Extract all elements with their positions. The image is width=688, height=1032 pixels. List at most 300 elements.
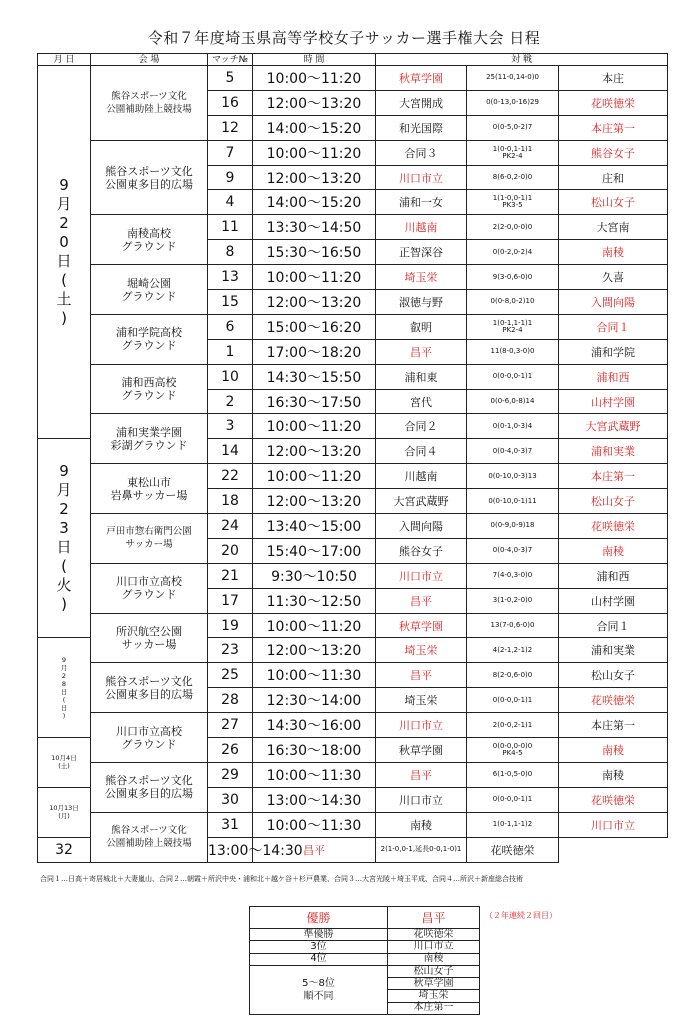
match-number: 18 [208, 489, 253, 514]
header-time: 時 間 [253, 54, 376, 66]
score-line: 3(1-0,2-0)0 [492, 596, 533, 605]
away-team: 浦和西 [559, 563, 668, 588]
away-team: 庄和 [559, 165, 668, 190]
match-number: 27 [208, 713, 253, 738]
date-char: 8 [61, 679, 67, 688]
date-char: 10月13日 [49, 804, 79, 813]
match-number: 17 [208, 588, 253, 613]
home-team: 叡明 [376, 314, 467, 339]
result-row-champion [250, 907, 480, 929]
score-line: 0(0-6,0-8)14 [490, 397, 535, 406]
home-team: 川口市立 [376, 563, 467, 588]
match-number: 26 [208, 738, 253, 763]
match-number: 28 [208, 688, 253, 713]
fifth-label-line: 順不同 [303, 990, 334, 1002]
score-line: PK2-4 [502, 151, 523, 160]
venue-line: サッカー場 [121, 637, 177, 651]
match-row [38, 563, 668, 588]
date-char: 9 [61, 655, 67, 664]
away-team: 本庄第一 [559, 713, 668, 738]
venue-line: 南稜高校 [127, 226, 171, 240]
match-score [467, 464, 559, 489]
home-team: 昌平 [376, 339, 467, 364]
match-time: 13:30～14:50 [253, 215, 376, 240]
date-char: ) [61, 309, 67, 328]
header-row [38, 54, 668, 66]
match-number: 8 [208, 240, 253, 265]
date-char: (月) [58, 812, 70, 821]
away-team: 熊谷女子 [559, 140, 668, 165]
venue-line: 熊谷スポーツ文化 [111, 90, 187, 102]
match-score [467, 688, 559, 713]
result-row-fifth [250, 965, 480, 977]
match-score [467, 339, 559, 364]
score-line: 0(0-0,0-1)1 [492, 372, 533, 381]
away-team: 合同１ [559, 613, 668, 638]
match-time: 16:30～18:00 [253, 738, 376, 763]
match-row [38, 762, 668, 787]
match-score [467, 538, 559, 563]
away-team: 南稜 [559, 738, 668, 763]
score-line: 4(2-1,2-1)2 [492, 645, 533, 654]
match-time: 13:00～14:30 [253, 787, 376, 812]
fifth-label-line: 5～8位 [302, 977, 335, 989]
date-char: ( [62, 695, 66, 704]
champion-team: 昌平 [388, 907, 480, 929]
match-number: 14 [208, 439, 253, 464]
home-team: 宮代 [376, 389, 467, 414]
match-score [467, 588, 559, 613]
date-char: 火 [56, 576, 72, 595]
date-cell [38, 738, 91, 788]
away-team: 花咲徳栄 [559, 688, 668, 713]
match-time: 9:30～10:50 [253, 563, 376, 588]
result-row-third [250, 941, 480, 953]
match-score [467, 314, 559, 339]
away-team: 山村学園 [559, 588, 668, 613]
score-line: 0(0-10,0-1)11 [488, 496, 537, 505]
match-row [38, 713, 668, 738]
home-team: 合同３ [376, 140, 467, 165]
away-team: 大宮南 [559, 215, 668, 240]
page-title: 令和７年度埼玉県高等学校女子サッカー選手権大会 日程 [147, 29, 541, 47]
date-char: 日 [56, 252, 72, 271]
score-line: 2(1-0,0-1,延長0-0,1-0)1 [380, 845, 462, 854]
home-team: 秋草学園 [376, 66, 467, 91]
venue-line: 堀崎公園 [127, 276, 171, 290]
date-char: ) [62, 711, 66, 720]
away-team: 本庄第一 [559, 464, 668, 489]
champion-remark: （２年連続２回目） [485, 911, 557, 920]
away-team: 大宮武蔵野 [559, 414, 668, 439]
venue-line: グラウンド [121, 289, 177, 303]
home-team: 合同２ [376, 414, 467, 439]
fourth-team: 南稜 [388, 953, 480, 965]
date-char: 日 [60, 703, 68, 712]
result-row-runner-up [250, 929, 480, 941]
date-char: (土) [58, 762, 70, 771]
date-char: 日 [56, 538, 72, 557]
venue-cell [91, 66, 208, 141]
date-char: ( [61, 557, 67, 576]
away-team: 川口市立 [559, 812, 668, 837]
venue-line: 浦和西高校 [121, 376, 177, 390]
home-team: 川口市立 [376, 713, 467, 738]
match-number: 29 [208, 762, 253, 787]
fifth-label [250, 965, 388, 1014]
home-team: 淑徳与野 [376, 290, 467, 315]
match-number: 4 [208, 190, 253, 215]
match-number: 24 [208, 514, 253, 539]
match-score [467, 414, 559, 439]
venue-line: 熊谷スポーツ文化 [105, 774, 193, 788]
home-team: 熊谷女子 [376, 538, 467, 563]
header-venue: 会 場 [91, 54, 208, 66]
home-team: 川口市立 [376, 165, 467, 190]
date-char: 月 [56, 481, 72, 500]
match-row [38, 613, 668, 638]
score-line: 2(0-0,2-1)1 [492, 720, 533, 729]
match-time: 10:00～11:20 [253, 414, 376, 439]
date-char: 土 [56, 290, 72, 309]
away-team: 本庄第一 [559, 115, 668, 140]
home-team: 秋草学園 [376, 613, 467, 638]
date-char: 月 [60, 663, 68, 672]
venue-cell [91, 464, 208, 514]
away-team: 花咲徳栄 [467, 837, 559, 862]
match-score [467, 439, 559, 464]
match-time: 14:30～15:50 [253, 364, 376, 389]
home-team: 大宮武蔵野 [376, 489, 467, 514]
match-score [467, 215, 559, 240]
match-number: 12 [208, 115, 253, 140]
score-line: PK4-5 [502, 748, 523, 757]
match-time: 13:40～15:00 [253, 514, 376, 539]
date-char: 2 [61, 671, 67, 680]
match-number: 31 [208, 812, 253, 837]
score-line: 8(2-0,6-0)0 [492, 670, 533, 679]
match-score [467, 514, 559, 539]
match-row [38, 414, 668, 439]
home-team: 埼玉栄 [376, 638, 467, 663]
away-team: 浦和学院 [559, 339, 668, 364]
home-team: 昌平 [376, 588, 467, 613]
date-char: 月 [56, 195, 72, 214]
match-row [38, 514, 668, 539]
venue-cell [91, 812, 208, 862]
score-line: 11(8-0,3-0)0 [490, 347, 535, 356]
match-number: 22 [208, 464, 253, 489]
match-time: 13:00～14:30 [208, 837, 253, 862]
match-time: 12:00～13:20 [253, 489, 376, 514]
match-time: 10:00～11:20 [253, 464, 376, 489]
fifth-team: 秋草学園 [388, 978, 480, 990]
venue-line: グラウンド [121, 389, 177, 403]
venue-line: 浦和実業学園 [116, 425, 182, 439]
match-score [467, 563, 559, 588]
home-team: 大宮開成 [376, 90, 467, 115]
score-line: 7(4-0,3-0)0 [492, 571, 533, 580]
away-team: 浦和実業 [559, 439, 668, 464]
fifth-team: 埼玉栄 [388, 990, 480, 1002]
match-row [38, 812, 668, 837]
match-time: 10:00～11:20 [253, 66, 376, 91]
match-time: 10:00～11:30 [253, 762, 376, 787]
match-number: 20 [208, 538, 253, 563]
venue-cell [91, 140, 208, 215]
match-number: 16 [208, 90, 253, 115]
home-team: 昌平 [253, 837, 376, 862]
home-team: 秋草学園 [376, 738, 467, 763]
score-line: 0(0-9,0-9)18 [490, 521, 535, 530]
match-score [467, 115, 559, 140]
score-line: 1(1-0,0-1)1 [492, 194, 533, 203]
match-time: 15:30～16:50 [253, 240, 376, 265]
home-team: 入間向陽 [376, 514, 467, 539]
match-time: 17:00～18:20 [253, 339, 376, 364]
score-line: 0(0-5,0-2)7 [492, 123, 533, 132]
away-team: 入間向陽 [559, 290, 668, 315]
match-time: 16:30～17:50 [253, 389, 376, 414]
home-team: 浦和東 [376, 364, 467, 389]
match-score [467, 762, 559, 787]
away-team: 松山女子 [559, 489, 668, 514]
match-time: 14:30～16:00 [253, 713, 376, 738]
score-line: 0(0-4,0-3)7 [492, 546, 533, 555]
date-char: 2 [59, 500, 69, 519]
match-score [467, 90, 559, 115]
score-line: 1(0-1,1-1)1 [492, 318, 533, 327]
score-line: 0(0-13,0-16)29 [486, 98, 539, 107]
match-time: 15:40～17:00 [253, 538, 376, 563]
score-line: 13(7-0,6-0)0 [490, 621, 535, 630]
match-number: 3 [208, 414, 253, 439]
venue-line: 公園補助陸上競技場 [106, 838, 192, 850]
venue-line: 熊谷スポーツ文化 [105, 674, 193, 688]
match-score [467, 638, 559, 663]
date-char: ) [61, 595, 67, 614]
score-line: 0(0-1,0-3)4 [492, 421, 533, 430]
date-char: 9 [59, 462, 69, 481]
score-line: 9(3-0,6-0)0 [492, 272, 533, 281]
match-row [38, 66, 668, 91]
home-team: 昌平 [376, 762, 467, 787]
header-matchup: 対 戦 [376, 54, 668, 66]
match-time: 15:00～16:20 [253, 314, 376, 339]
away-team: 本庄 [559, 66, 668, 91]
result-row-fourth [250, 953, 480, 965]
header-match-no: マッチ№ [208, 54, 253, 66]
match-number: 11 [208, 215, 253, 240]
score-line: 0(0-8,0-2)10 [490, 297, 535, 306]
venue-line: 東松山市 [127, 475, 171, 489]
match-row [38, 140, 668, 165]
away-team: 南稜 [559, 538, 668, 563]
match-time: 10:00～11:20 [253, 265, 376, 290]
score-line: 25(11-0,14-0)0 [486, 73, 539, 82]
match-score [467, 812, 559, 837]
venue-cell [91, 663, 208, 713]
away-team: 浦和実業 [559, 638, 668, 663]
away-team: 南稜 [559, 762, 668, 787]
match-score [467, 290, 559, 315]
venue-cell [91, 762, 208, 812]
match-number: 7 [208, 140, 253, 165]
home-team: 合同４ [376, 439, 467, 464]
home-team: 浦和一女 [376, 190, 467, 215]
match-row [38, 663, 668, 688]
away-team: 浦和西 [559, 364, 668, 389]
fifth-team: 松山女子 [388, 965, 480, 977]
match-number: 6 [208, 314, 253, 339]
away-team: 山村学園 [559, 389, 668, 414]
match-score [467, 240, 559, 265]
match-number: 32 [38, 837, 91, 862]
away-team: 合同１ [559, 314, 668, 339]
match-time: 12:00～13:20 [253, 439, 376, 464]
score-line: 0(0-2,0-2)4 [492, 247, 533, 256]
score-line: 0(0-0,0-1)1 [492, 795, 533, 804]
match-time: 10:00～11:20 [253, 613, 376, 638]
score-line: 0(0-0,0-1)1 [492, 695, 533, 704]
match-score [467, 190, 559, 215]
date-char: 日 [60, 687, 68, 696]
away-team: 松山女子 [559, 663, 668, 688]
match-number: 30 [208, 787, 253, 812]
venue-line: 所沢航空公園 [116, 624, 182, 638]
venue-cell [91, 613, 208, 663]
away-team: 久喜 [559, 265, 668, 290]
match-number: 25 [208, 663, 253, 688]
match-time: 11:30～12:50 [253, 588, 376, 613]
home-team: 川口市立 [376, 787, 467, 812]
runner-up-team: 花咲徳栄 [388, 929, 480, 941]
home-team: 正智深谷 [376, 240, 467, 265]
match-number: 23 [208, 638, 253, 663]
date-char: 9 [59, 176, 69, 195]
match-score [467, 364, 559, 389]
score-line: PK2-4 [502, 325, 523, 334]
match-number: 13 [208, 265, 253, 290]
venue-cell [91, 563, 208, 613]
match-score [467, 165, 559, 190]
venue-cell [91, 514, 208, 564]
fourth-label: 4位 [250, 953, 388, 965]
score-line: PK3-5 [502, 201, 523, 210]
match-score [467, 613, 559, 638]
header-date: 月 日 [38, 54, 91, 66]
match-score [376, 837, 467, 862]
match-time: 14:00～15:20 [253, 190, 376, 215]
match-number: 5 [208, 66, 253, 91]
match-time: 10:00～11:30 [253, 663, 376, 688]
champion-label: 優勝 [250, 907, 388, 929]
date-cell [38, 638, 91, 738]
home-team: 川越南 [376, 464, 467, 489]
date-cell [38, 66, 91, 439]
match-time: 12:00～13:20 [253, 165, 376, 190]
venue-line: 彩湖グラウンド [110, 438, 188, 452]
date-cell [38, 787, 91, 837]
venue-line: 岩鼻サッカー場 [110, 488, 188, 502]
venue-line: グラウンド [121, 588, 177, 602]
date-char: 2 [59, 214, 69, 233]
venue-line: グラウンド [121, 339, 177, 353]
match-score [467, 66, 559, 91]
match-row [38, 314, 668, 339]
away-team: 南稜 [559, 240, 668, 265]
match-score [467, 713, 559, 738]
home-team: 埼玉栄 [376, 265, 467, 290]
venue-line: 川口市立高校 [116, 724, 182, 738]
venue-cell [91, 364, 208, 414]
runner-up-label: 準優勝 [250, 929, 388, 941]
match-time: 12:30～14:00 [253, 688, 376, 713]
venue-line: グラウンド [121, 239, 177, 253]
venue-line: 公園東多目的広場 [105, 787, 193, 801]
match-score [467, 389, 559, 414]
date-cell [38, 439, 91, 638]
match-time: 14:00～15:20 [253, 115, 376, 140]
match-score [467, 489, 559, 514]
match-score [467, 738, 559, 763]
match-time: 10:00～11:20 [253, 140, 376, 165]
match-row [38, 364, 668, 389]
date-char: 10月4日 [51, 754, 77, 763]
results-table [249, 906, 480, 1015]
date-char: ( [61, 271, 67, 290]
match-time: 12:00～13:20 [253, 90, 376, 115]
match-row [38, 464, 668, 489]
match-number: 10 [208, 364, 253, 389]
match-row [38, 215, 668, 240]
date-char: 0 [59, 233, 69, 252]
venue-line: 公園東多目的広場 [105, 687, 193, 701]
venue-line: 戸田市惣右衛門公園 [106, 526, 192, 538]
home-team: 昌平 [376, 663, 467, 688]
match-row [38, 265, 668, 290]
venue-cell [91, 215, 208, 265]
schedule-table [37, 53, 668, 863]
match-time: 12:00～13:20 [253, 290, 376, 315]
venue-line: サッカー場 [125, 539, 173, 551]
away-team: 花咲徳栄 [559, 514, 668, 539]
venue-line: 熊谷スポーツ文化 [111, 825, 187, 837]
score-line: 1(0-1,1-1)2 [492, 820, 533, 829]
venue-cell [91, 713, 208, 763]
home-team: 和光国際 [376, 115, 467, 140]
third-team: 川口市立 [388, 941, 480, 953]
third-label: 3位 [250, 941, 388, 953]
venue-line: グラウンド [121, 737, 177, 751]
home-team: 南稜 [376, 812, 467, 837]
match-time: 10:00～11:30 [253, 812, 376, 837]
score-line: 0(0-0,0-0)0 [492, 741, 533, 750]
venue-line: 熊谷スポーツ文化 [105, 164, 193, 178]
score-line: 0(0-10,0-3)13 [488, 471, 537, 480]
home-team: 埼玉栄 [376, 688, 467, 713]
score-line: 6(1-0,5-0)0 [492, 770, 533, 779]
match-number: 19 [208, 613, 253, 638]
match-score [467, 140, 559, 165]
venue-line: 公園東多目的広場 [105, 177, 193, 191]
venue-cell [91, 314, 208, 364]
match-number: 9 [208, 165, 253, 190]
match-number: 2 [208, 389, 253, 414]
fifth-team: 本庄第一 [388, 1002, 480, 1014]
match-time: 12:00～13:20 [253, 638, 376, 663]
match-score [467, 787, 559, 812]
